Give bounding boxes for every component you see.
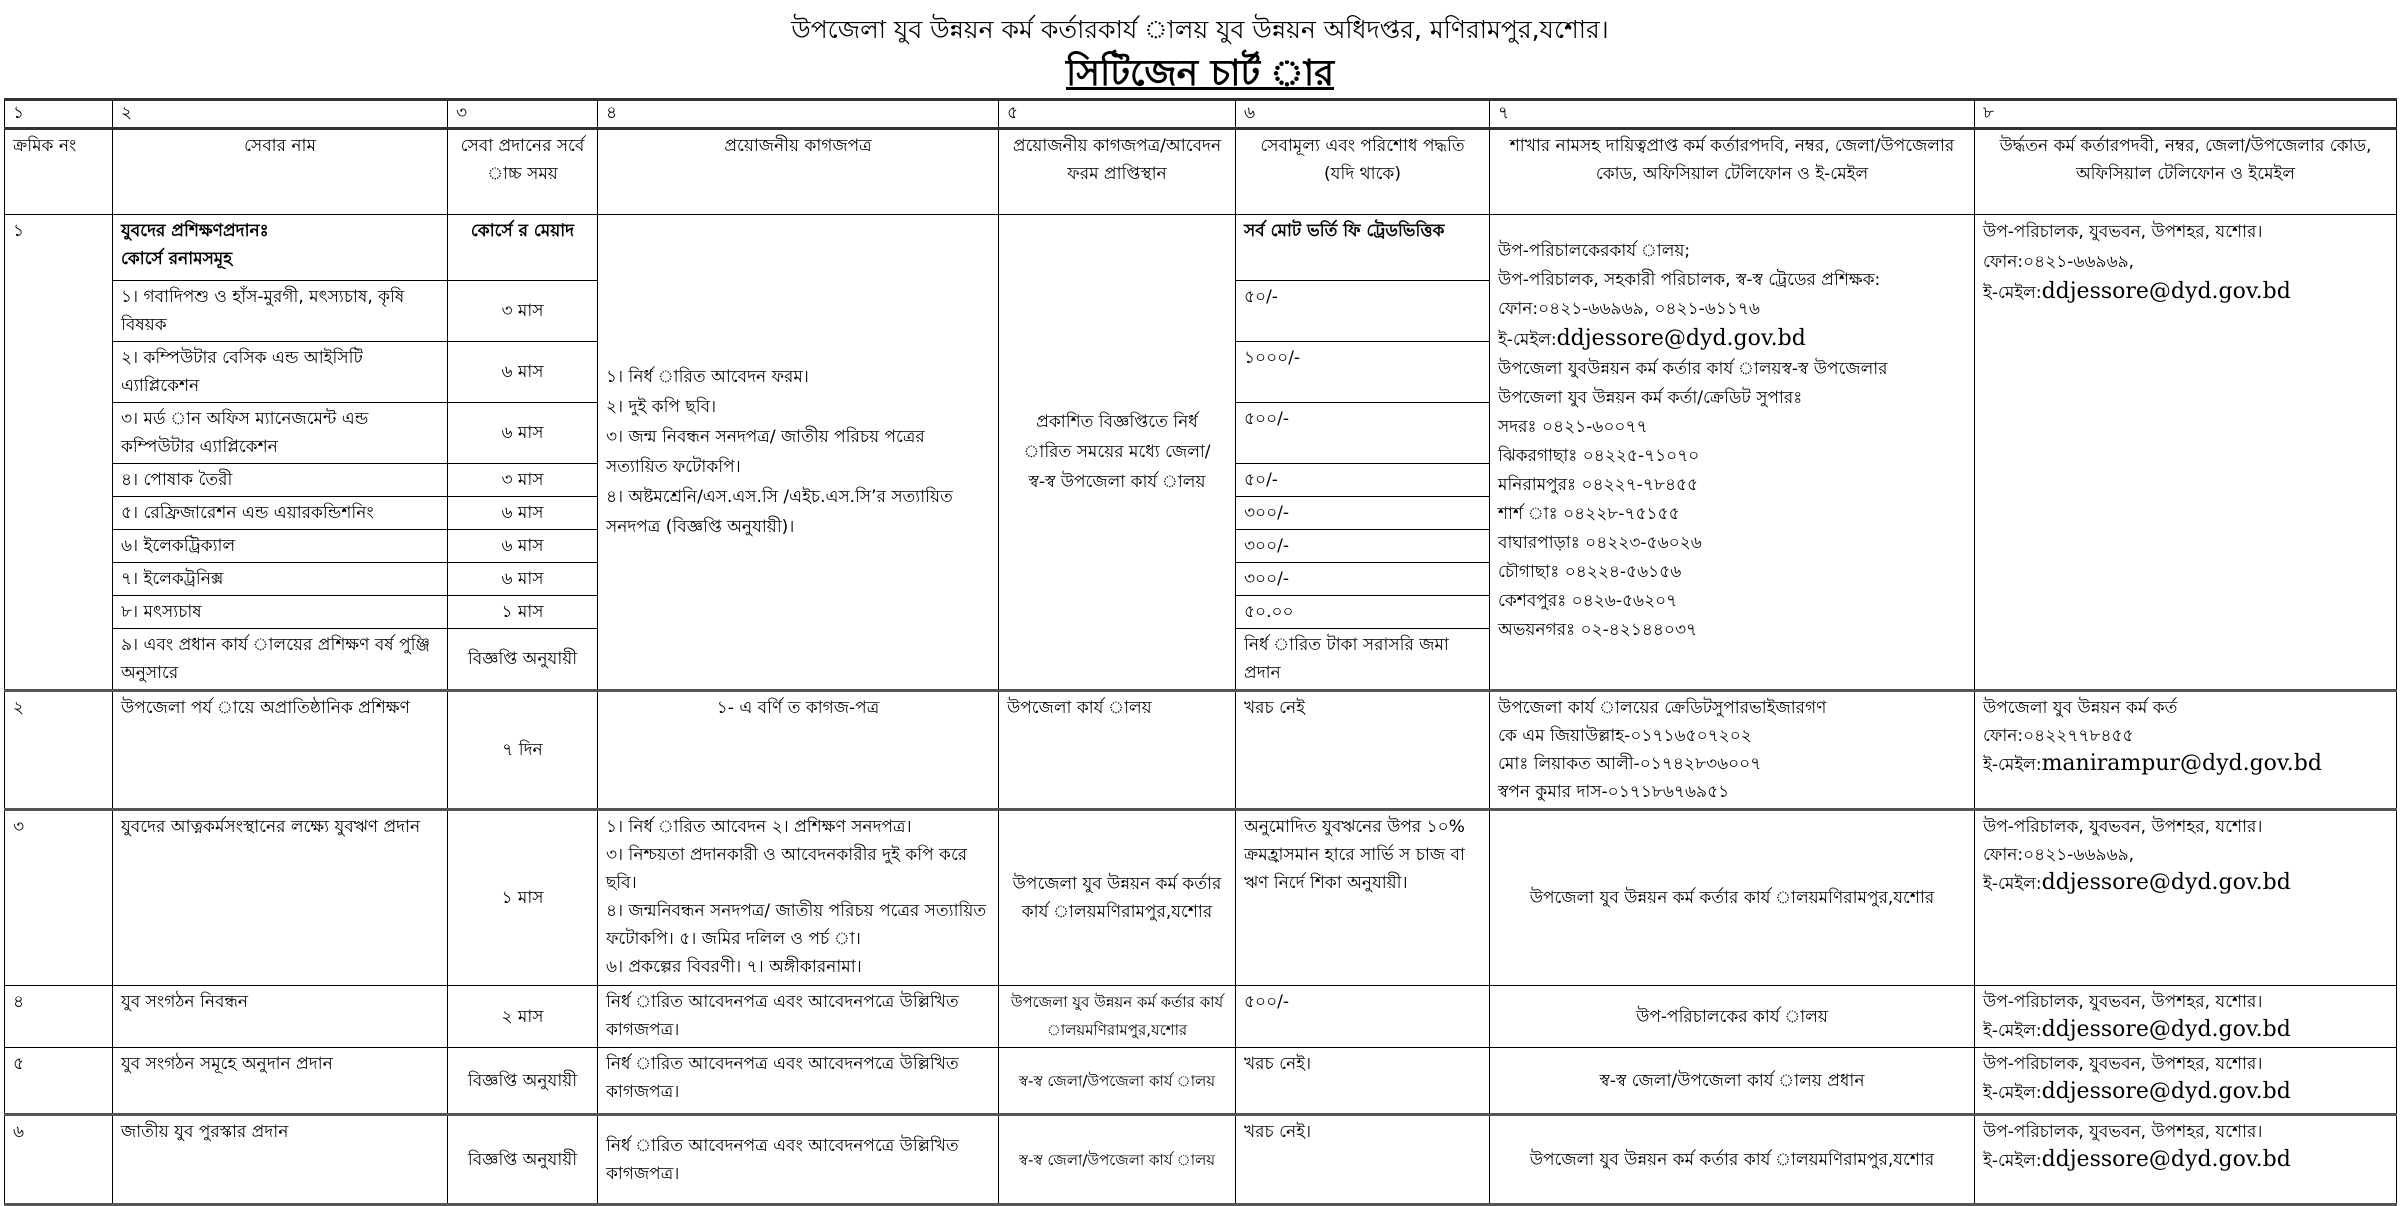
header-fee: সেবামূল্য এবং পরিশোধ পদ্ধতি (যদি থাকে) [1236,129,1490,215]
citizen-charter-heading: সিটিজেন চার্ট ার [1065,53,1335,94]
service-name: যুব সংগঠন নিবন্ধন [113,986,448,1048]
superior-cell [1975,691,2397,810]
col-number: ৮ [1975,100,2397,129]
course-duration: ৩ মাস [448,281,598,342]
col-number: ১ [5,100,113,129]
serial-cell: ৩ [5,810,113,986]
superior-email-line [1983,750,2388,779]
course-fee: ৩০০/- [1236,563,1490,596]
superior-line: উপ-পরিচালক, যুবভবন, উপশহর, যশোর। [1983,1122,2263,1142]
officer-cell: স্ব-স্ব জেলা/উপজেলা কার্য ালয় প্রধান [1490,1048,1975,1115]
superior-cell [1975,1115,2397,1205]
table-row [5,691,2397,810]
fee-cell: অনুমোদিত যুবঋনের উপর ১০% ক্রমহ্রাসমান হারে সার্ভি স চাজ বা ঋণ নির্দে শিকা অনুযায়ী। [1236,810,1490,986]
document-item: ৩। নিশ্চয়তা প্রদানকারী ও আবেদনকারীর দুই কপি করে ছবি। [606,845,968,893]
service-name: যুবদের আত্নকর্মসংস্থানের লক্ষ্যে যুবঋণ প্রদান [113,810,448,986]
document-item: ২। দুই কপি ছবি। [606,397,717,417]
superior-cell [1975,810,2397,986]
location-cell: স্ব-স্ব জেলা/উপজেলা কার্য ালয় [999,1115,1236,1205]
header-officer: শাখার নামসহ দায়িত্বপ্রাপ্ত কর্ম কর্তারপদবি, নম্বর, জেলা/উপজেলার কোড, অফিসিয়াল টেলিফোন ও ই-মেইল [1490,129,1975,215]
superior-cell [1975,215,2397,691]
superior-line: উপ-পরিচালক, যুবভবন, উপশহর, যশোর। [1983,222,2263,242]
header-service-name: সেবার নাম [113,129,448,215]
superior-email-line [1983,869,2388,898]
document-item: ৪। জন্মনিবন্ধন সনদপত্র/ জাতীয় পরিচয় পত্রের সত্যায়িত ফটোকপি। ৫। জমির দলিল ও পর্চ া। [606,901,987,949]
phone-line: কেশবপুরঃ ০৪২৬-৫৬২০৭ [1498,591,1678,611]
fee-cell: খরচ নেই [1236,691,1490,810]
superior-email-line [1983,1016,2388,1045]
fee-cell: ৫০০/- [1236,986,1490,1048]
email-label: ই-মেইল: [1983,755,2042,775]
col-number: ৩ [448,100,598,129]
officer-line: ফোন:০৪২১-৬৬৯৬৯, ০৪২১-৬১১৭৬ [1498,299,1760,319]
course-duration: ৬ মাস [448,497,598,530]
officer-line: স্বপন কুমার দাস-০১৭১৮৬৭৬৯৫১ [1498,782,1730,802]
header-superior: উর্দ্ধতন কর্ম কর্তারপদবী, নম্বর, জেলা/উপজেলার কোড, অফিসিয়াল টেলিফোন ও ইমেইল [1975,129,2397,215]
header-row [5,129,2397,215]
office-title: উপজেলা যুব উন্নয়ন কর্ম কর্তারকার্য ালয় যুব উন্নয়ন অধিদপ্তর, মণিরামপুর,যশোর। [791,15,1609,44]
col-number: ৬ [1236,100,1490,129]
course-name: ৪। পোষাক তৈরী [113,464,448,497]
superior-cell [1975,986,2397,1048]
table-row [5,986,2397,1048]
serial-cell: ২ [5,691,113,810]
duration-cell: ৭ দিন [448,691,598,810]
officer-line: উপ-পরিচালক, সহকারী পরিচালক, স্ব-স্ব ট্রেডের প্রশিক্ষক: [1498,270,1881,290]
email-link[interactable]: ddjessore@dyd.gov.bd [2041,279,2291,304]
service-name: জাতীয় যুব পুরস্কার প্রদান [113,1115,448,1205]
course-duration: ৩ মাস [448,464,598,497]
superior-line: উপ-পরিচালক, যুবভবন, উপশহর, যশোর। [1983,1054,2263,1074]
email-label: ই-মেইল: [1498,330,1557,350]
course-duration: ৬ মাস [448,530,598,563]
header-serial: ক্রমিক নং [5,129,113,215]
course-name: ৩। মর্ড ান অফিস ম্যানেজমেন্ট এন্ড কম্পিউটার এ্যাপ্লিকেশন [113,403,448,464]
superior-email-line [1983,1146,2388,1175]
officer-cell: উপ-পরিচালকের কার্য ালয় [1490,986,1975,1048]
course-duration: ৬ মাস [448,563,598,596]
officer-cell [1490,691,1975,810]
duration-cell: ২ মাস [448,986,598,1048]
service-name-line: যুবদের প্রশিক্ষণপ্রদানঃ [121,221,269,241]
superior-line: ফোন:০৪২২৭৭৮৪৫৫ [1983,726,2134,746]
email-link[interactable]: ddjessore@dyd.gov.bd [1556,326,1806,351]
officer-line: উপ-পরিচালকেরকার্য ালয়; [1498,241,1691,261]
email-link[interactable]: ddjessore@dyd.gov.bd [2041,1079,2291,1104]
course-duration: ১ মাস [448,596,598,629]
table-row [5,1115,2397,1205]
email-label: ই-মেইল: [1983,1021,2042,1041]
course-fee: ৫০/- [1236,464,1490,497]
course-fee: ১০০০/- [1236,342,1490,403]
officer-email-line [1498,324,1966,355]
document-item: ৬। প্রকল্পের বিবরণী। ৭। অঙ্গীকারনামা। [606,957,862,977]
service-name: উপজেলা পর্য ায়ে অপ্রাতিষ্ঠানিক প্রশিক্ষণ [113,691,448,810]
column-number-row [5,100,2397,129]
course-fee: নির্ধ ারিত টাকা সরাসরি জমা প্রদান [1236,629,1490,691]
col-number: ৫ [999,100,1236,129]
service-name: যুব সংগঠন সমূহে অনুদান প্রদান [113,1048,448,1115]
email-link[interactable]: ddjessore@dyd.gov.bd [2041,1017,2291,1042]
superior-line: উপ-পরিচালক, যুবভবন, উপশহর, যশোর। [1983,992,2263,1012]
phone-line: চৌগাছাঃ ০৪২২৪-৫৬১৫৬ [1498,562,1682,582]
course-name: ৬। ইলেকট্রিক্যাল [113,530,448,563]
location-cell: প্রকাশিত বিজ্ঞপ্তিতে নির্ধ ারিত সময়ের মধ্যে জেলা/ স্ব-স্ব উপজেলা কার্য ালয় [999,215,1236,691]
email-label: ই-মেইল: [1983,283,2042,303]
serial-cell: ৪ [5,986,113,1048]
serial-cell: ৬ [5,1115,113,1205]
documents-cell: নির্ধ ারিত আবেদনপত্র এবং আবেদনপত্রে উল্লিখিত কাগজপত্র। [598,1048,999,1115]
email-label: ই-মেইল: [1983,874,2042,894]
serial-cell: ৫ [5,1048,113,1115]
officer-line: উপজেলা যুবউন্নয়ন কর্ম কর্তার কার্য ালয়স্ব-স্ব উপজেলার [1498,359,1888,379]
table-row [5,810,2397,986]
citizen-charter-table [4,98,2397,1206]
officer-line: কে এম জিয়াউল্লাহ-০১৭১৬৫০৭২০২ [1498,726,1752,746]
email-link[interactable]: manirampur@dyd.gov.bd [2041,751,2322,776]
header-location: প্রয়োজনীয় কাগজপত্র/আবেদন ফরম প্রাপ্তিস্থান [999,129,1236,215]
serial-cell: ১ [5,215,113,691]
course-name: ২। কম্পিউটার বেসিক এন্ড আইসিটি এ্যাপ্লিকেশন [113,342,448,403]
course-name: ৮। মৎস্যচাষ [113,596,448,629]
officer-cell [1490,215,1975,691]
fee-heading: সর্ব মোট ভর্তি ফি ট্রেডভিত্তিক [1236,215,1490,281]
officer-line: মোঃ লিয়াকত আলী-০১৭৪২৮৩৬০০৭ [1498,754,1762,774]
course-name: ৭। ইলেকট্রনিক্স [113,563,448,596]
service-name-line: কোর্সে রনামসমূহ [121,249,233,269]
service-name-heading [113,215,448,281]
fee-cell: খরচ নেই। [1236,1048,1490,1115]
superior-email-line [1983,1078,2388,1107]
officer-cell: উপজেলা যুব উন্নয়ন কর্ম কর্তার কার্য ালয়মণিরামপুর,যশোর [1490,810,1975,986]
course-fee: ৫০.০০ [1236,596,1490,629]
location-cell: স্ব-স্ব জেলা/উপজেলা কার্য ালয় [999,1048,1236,1115]
duration-cell: ১ মাস [448,810,598,986]
superior-line: ফোন:০৪২১-৬৬৯৬৯, [1983,252,2135,272]
document-item: ১। নির্ধ ারিত আবেদন ফরম। [606,367,809,387]
duration-cell: বিজ্ঞপ্তি অনুযায়ী [448,1115,598,1205]
email-label: ই-মেইল: [1983,1083,2042,1103]
documents-cell [598,810,999,986]
location-cell: উপজেলা কার্য ালয় [999,691,1236,810]
course-fee: ৫০/- [1236,281,1490,342]
phone-line: মনিরামপুরঃ ০৪২২৭-৭৮৪৫৫ [1498,475,1699,495]
table-row [5,215,2397,281]
document-item: ৩। জন্ম নিবন্ধন সনদপত্র/ জাতীয় পরিচয় পত্রের সত্যায়িত ফটোকপি। [606,427,925,477]
superior-line: ফোন:০৪২১-৬৬৯৬৯, [1983,845,2135,865]
course-fee: ৩০০/- [1236,497,1490,530]
course-name: ১। গবাদিপশু ও হাঁস-মুরগী, মৎস্যচাষ, কৃষি বিষয়ক [113,281,448,342]
col-number: ৪ [598,100,999,129]
course-name: ৯। এবং প্রধান কার্য ালয়ের প্রশিক্ষণ বর্ষ পুঞ্জি অনুসারে [113,629,448,691]
documents-cell: নির্ধ ারিত আবেদনপত্র এবং আবেদনপত্রে উল্লিখিত কাগজপত্র। [598,986,999,1048]
superior-line: উপ-পরিচালক, যুবভবন, উপশহর, যশোর। [1983,817,2263,837]
col-number: ৭ [1490,100,1975,129]
document-item: ১। নির্ধ ারিত আবেদন ২। প্রশিক্ষণ সনদপত্র। [606,817,912,837]
superior-email-line [1983,277,2388,308]
course-duration: ৬ মাস [448,403,598,464]
table-row [5,1048,2397,1115]
col-number: ২ [113,100,448,129]
course-duration: ৬ মাস [448,342,598,403]
header-max-time: সেবা প্রদানের সর্বে াচ্চ সময় [448,129,598,215]
email-label: ই-মেইল: [1983,1151,2042,1171]
superior-cell [1975,1048,2397,1115]
header-documents: প্রয়োজনীয় কাগজপত্র [598,129,999,215]
duration-cell: বিজ্ঞপ্তি অনুযায়ী [448,1048,598,1115]
officer-cell: উপজেলা যুব উন্নয়ন কর্ম কর্তার কার্য ালয়মণিরামপুর,যশোর [1490,1115,1975,1205]
officer-line: উপজেলা কার্য ালয়ের ক্রেডিটসুপারভাইজারগণ [1498,698,1827,718]
email-link[interactable]: ddjessore@dyd.gov.bd [2041,870,2291,895]
email-link[interactable]: ddjessore@dyd.gov.bd [2041,1147,2291,1172]
location-cell: উপজেলা যুব উন্নয়ন কর্ম কর্তার কার্য ালয়মণিরামপুর,যশোর [999,986,1236,1048]
duration-heading: কোর্সে র মেয়াদ [448,215,598,281]
documents-cell: ১- এ বর্ণি ত কাগজ-পত্র [598,691,999,810]
officer-line: উপজেলা যুব উন্নয়ন কর্ম কর্তা/ক্রেডিট সুপারঃ [1498,388,1803,408]
location-cell: উপজেলা যুব উন্নয়ন কর্ম কর্তার কার্য ালয়মণিরামপুর,যশোর [999,810,1236,986]
document-item: ৪। অষ্টমশ্রেনি/এস.এস.সি /এইচ.এস.সি’র সত্যায়িত সনদপত্র (বিজ্ঞপ্তি অনুযায়ী)। [606,487,953,537]
phone-line: ঝিকরগাছাঃ ০৪২২৫-৭১০৭০ [1498,446,1700,466]
phone-line: শার্শ াঃ ০৪২২৮-৭৫১৫৫ [1498,504,1680,524]
fee-cell: খরচ নেই। [1236,1115,1490,1205]
documents-cell [598,215,999,691]
course-fee: ৩০০/- [1236,530,1490,563]
phone-line: সদরঃ ০৪২১-৬০০৭৭ [1498,417,1648,437]
superior-line: উপজেলা যুব উন্নয়ন কর্ম কর্ত [1983,698,2178,718]
phone-line: বাঘারপাড়াঃ ০৪২২৩-৫৬০২৬ [1498,533,1702,553]
course-fee: ৫০০/- [1236,403,1490,464]
documents-cell: নির্ধ ারিত আবেদনপত্র এবং আবেদনপত্রে উল্লিখিত কাগজপত্র। [598,1115,999,1205]
course-name: ৫। রেফ্রিজারেশন এন্ড এয়ারকন্ডিশনিং [113,497,448,530]
phone-line: অভয়নগরঃ ০২-৪২১৪৪০৩৭ [1498,620,1698,640]
course-duration: বিজ্ঞপ্তি অনুযায়ী [448,629,598,691]
page-title [0,46,2400,106]
